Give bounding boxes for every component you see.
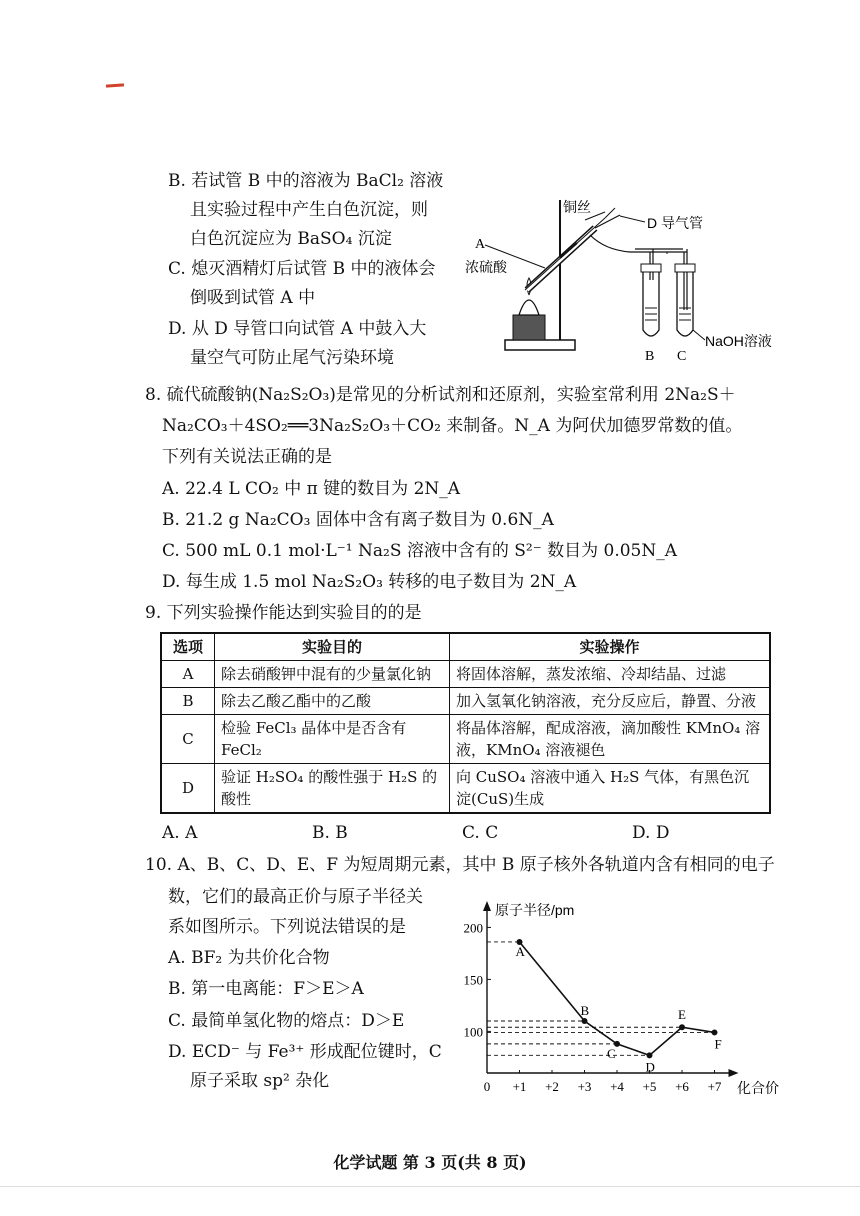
label-copper-wire: 铜丝 bbox=[563, 199, 591, 215]
table-row bbox=[161, 688, 770, 715]
copper-wire bbox=[525, 218, 605, 290]
burner-block bbox=[513, 315, 545, 340]
table-cell: 除去乙酸乙酯中的乙酸 bbox=[215, 688, 450, 715]
q7-optC-line1: C. 熄灭酒精灯后试管 B 中的液体会 bbox=[168, 259, 436, 279]
q9-choice-d: D. D bbox=[632, 823, 670, 843]
table-cell: 验证 H₂SO₄ 的酸性强于 H₂S 的酸性 bbox=[215, 764, 450, 814]
q8-optB: B. 21.2 g Na₂CO₃ 固体中含有离子数目为 0.6N_A bbox=[162, 510, 554, 530]
series-line bbox=[520, 942, 715, 1055]
q8-optD: D. 每生成 1.5 mol Na₂S₂O₃ 转移的电子数目为 2N_A bbox=[162, 572, 577, 592]
q8-optA: A. 22.4 L CO₂ 中 π 键的数目为 2N_A bbox=[162, 479, 461, 499]
table-row bbox=[161, 764, 770, 814]
page-footer: 化学试题 第 3 页(共 8 页) bbox=[333, 1153, 527, 1172]
label-conc-acid: 浓硫酸 bbox=[465, 259, 507, 275]
point-label: D bbox=[645, 1059, 655, 1075]
q10-optB: B. 第一电离能：F＞E＞A bbox=[168, 979, 364, 999]
q7-optB-line1: B. 若试管 B 中的溶液为 BaCl₂ 溶液 bbox=[168, 171, 444, 191]
q10-optA: A. BF₂ 为共价化合物 bbox=[168, 948, 330, 968]
point-label: E bbox=[678, 1007, 686, 1023]
q10-optD-line1: D. ECD⁻ 与 Fe³⁺ 形成配位键时，C bbox=[168, 1042, 442, 1062]
label-tube-d: D 导气管 bbox=[647, 215, 703, 231]
q7-optC-line2: 倒吸到试管 A 中 bbox=[190, 288, 316, 308]
q9-choice-b: B. B bbox=[312, 823, 348, 843]
q10-stem-line2: 数，它们的最高正价与原子半径关 bbox=[168, 887, 423, 907]
red-pen-mark bbox=[106, 83, 124, 87]
point-label: B bbox=[580, 1003, 590, 1018]
x-axis-label: 化合价 bbox=[737, 1080, 779, 1095]
table-header: 实验操作 bbox=[450, 633, 771, 661]
x-tick-label: +7 bbox=[707, 1079, 722, 1094]
q9-choice-a: A. A bbox=[162, 823, 198, 843]
table-cell: C bbox=[161, 715, 215, 764]
tube-d bbox=[595, 215, 620, 228]
q10-stem-line1: 10. A、B、C、D、E、F 为短周期元素，其中 B 原子核外各轨道内含有相同的电子 bbox=[145, 855, 775, 875]
table-cell: 检验 FeCl₃ 晶体中是否含有 FeCl₂ bbox=[215, 715, 450, 764]
table-cell: D bbox=[161, 764, 215, 814]
label-a: A bbox=[475, 237, 486, 252]
x-tick-label: +1 bbox=[512, 1079, 527, 1094]
test-tube-c bbox=[677, 268, 693, 336]
q7-optB-line2: 且实验过程中产生白色沉淀，则 bbox=[190, 200, 428, 220]
stand-base bbox=[505, 340, 575, 350]
radius-valence-chart bbox=[455, 895, 790, 1095]
label-naoh: NaOH溶液 bbox=[705, 333, 772, 349]
q7-optD-line1: D. 从 D 导管口向试管 A 中鼓入大 bbox=[168, 319, 427, 339]
point-label: C bbox=[607, 1045, 616, 1061]
q8-stem-line3: 下列有关说法正确的是 bbox=[162, 447, 332, 467]
alcohol-lamp bbox=[519, 300, 539, 315]
table-cell: 将固体溶解，蒸发浓缩、冷却结晶、过滤 bbox=[450, 661, 771, 688]
table-header-row bbox=[161, 633, 770, 661]
data-point bbox=[679, 1024, 685, 1030]
apparatus-figure bbox=[455, 190, 785, 370]
q7-optB-line3: 白色沉淀应为 BaSO₄ 沉淀 bbox=[190, 229, 392, 249]
x-axis-arrow bbox=[729, 1069, 739, 1077]
y-axis-arrow bbox=[483, 901, 491, 911]
q8-optC: C. 500 mL 0.1 mol·L⁻¹ Na₂S 溶液中含有的 S²⁻ 数目为 0.05N_A bbox=[162, 541, 678, 561]
x-tick-label: +6 bbox=[675, 1079, 689, 1094]
q10-stem-line3: 系如图所示。下列说法错误的是 bbox=[168, 917, 406, 937]
data-point bbox=[647, 1052, 653, 1058]
bottom-divider bbox=[0, 1186, 860, 1187]
table-cell: 除去硝酸钾中混有的少量氯化钠 bbox=[215, 661, 450, 688]
q8-stem-line1: 8. 硫代硫酸钠(Na₂S₂O₃)是常见的分析试剂和还原剂，实验室常利用 2Na₂S＋ bbox=[145, 385, 736, 405]
label-c: C bbox=[677, 349, 687, 364]
x-tick-label: +4 bbox=[610, 1079, 624, 1094]
q10-optC: C. 最简单氢化物的熔点：D＞E bbox=[168, 1011, 405, 1031]
table-cell: 加入氢氧化钠溶液，充分反应后，静置、分液 bbox=[450, 688, 771, 715]
table-cell: 将晶体溶解，配成溶液，滴加酸性 KMnO₄ 溶液，KMnO₄ 溶液褪色 bbox=[450, 715, 771, 764]
table-cell: 向 CuSO₄ 溶液中通入 H₂S 气体，有黑色沉淀(CuS)生成 bbox=[450, 764, 771, 814]
q9-table bbox=[160, 632, 771, 814]
table-row bbox=[161, 715, 770, 764]
x-tick-label: +2 bbox=[545, 1079, 559, 1094]
y-axis-label: 原子半径/pm bbox=[495, 902, 575, 918]
point-label: A bbox=[515, 943, 525, 959]
table-header: 实验目的 bbox=[215, 633, 450, 661]
x-tick-label: +3 bbox=[577, 1079, 592, 1094]
q7-optD-line2: 量空气可防止尾气污染环境 bbox=[190, 348, 394, 368]
q8-stem-line2: Na₂CO₃＋4SO₂══3Na₂S₂O₃＋CO₂ 来制备。N_A 为阿伏加德罗常数的值。 bbox=[162, 416, 743, 436]
table-header: 选项 bbox=[161, 633, 215, 661]
x-tick-label: 0 bbox=[483, 1079, 491, 1094]
table-cell: B bbox=[161, 688, 215, 715]
y-tick-label: 100 bbox=[463, 1024, 483, 1040]
table-row bbox=[161, 661, 770, 688]
y-tick-label: 150 bbox=[463, 972, 483, 988]
table-cell: A bbox=[161, 661, 215, 688]
q10-optD-line2: 原子采取 sp² 杂化 bbox=[190, 1071, 330, 1091]
q9-stem: 9. 下列实验操作能达到实验目的的是 bbox=[145, 603, 422, 623]
data-point bbox=[582, 1018, 588, 1024]
label-b: B bbox=[645, 349, 655, 364]
point-label: F bbox=[714, 1036, 722, 1052]
x-tick-label: +5 bbox=[642, 1079, 657, 1094]
q9-choice-c: C. C bbox=[462, 823, 499, 843]
y-tick-label: 200 bbox=[463, 920, 483, 936]
test-tube-b bbox=[643, 268, 659, 336]
data-point bbox=[712, 1029, 718, 1035]
delivery-tube bbox=[590, 235, 635, 252]
